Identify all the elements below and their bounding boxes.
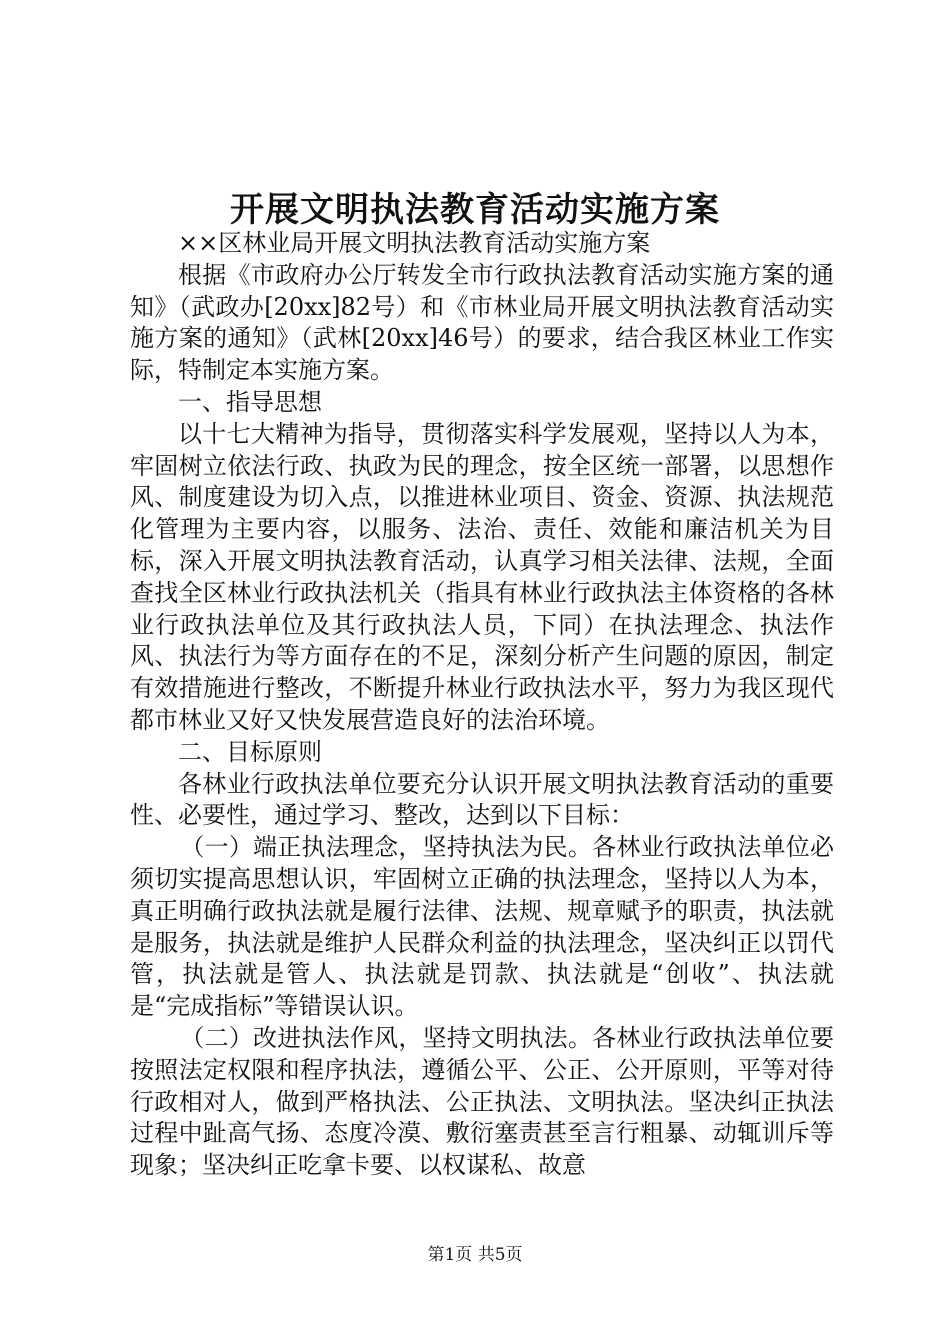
page-footer: 第1页 共5页 — [427, 1245, 523, 1265]
intro-paragraph: 根据《市政府办公厅转发全市行政执法教育活动实施方案的通知》（武政办[20xx]82号）和《市林业局开展文明执法教育活动实施方案的通知》（武林[20xx]46号）的要求，结合我区林业工作实际，特制定本实施方案。 — [130, 260, 834, 385]
section-heading-goals-principles: 二、目标原则 — [178, 737, 322, 766]
guiding-ideology-paragraph: 以十七大精神为指导，贯彻落实科学发展观，坚持以人为本，牢固树立依法行政、执政为民的理念，按全区统一部署，以思想作风、制度建设为切入点，以推进林业项目、资金、资源、执法规范化管理为主要内容，以服务、法治、责任、效能和廉洁机关为目标，深入开展文明执法教育活动，认真学习相关法律、法规，全面查找全区林业行政执法机关（指具有林业行政执法主体资格的各林业行政执法单位及其行政执法人员，下同）在执法理念、执法作风、执法行为等方面存在的不足，深刻分析产生问题的原因，制定有效措施进行整改，不断提升林业行政执法水平，努力为我区现代都市林业又好又快发展营造良好的法治环境。 — [130, 419, 834, 734]
goal-two-paragraph: （二）改进执法作风，坚持文明执法。各林业行政执法单位要按照法定权限和程序执法，遵循公平、公正、公开原则，平等对待行政相对人，做到严格执法、公正执法、文明执法。坚决纠正执法过程中趾高气扬、态度冷漠、敷衍塞责甚至言行粗暴、动辄训斥等现象；坚决纠正吃拿卡要、以权谋私、故意 — [130, 1023, 834, 1180]
document-title: 开展文明执法教育活动实施方案 — [230, 190, 720, 230]
section-heading-guiding-ideology: 一、指导思想 — [178, 387, 322, 416]
document-body — [130, 228, 834, 1182]
subtitle-paragraph: ××区林业局开展文明执法教育活动实施方案 — [178, 229, 651, 257]
goals-intro-paragraph: 各林业行政执法单位要充分认识开展文明执法教育活动的重要性、必要性，通过学习、整改，达到以下目标： — [130, 769, 834, 830]
goal-one-paragraph: （一）端正执法理念，坚持执法为民。各林业行政执法单位必须切实提高思想认识，牢固树立正确的执法理念，坚持以人为本，真正明确行政执法就是履行法律、法规、规章赋予的职责，执法就是服务，执法就是维护人民群众利益的执法理念，坚决纠正以罚代管，执法就是管人、执法就是罚款、执法就是“创收”、执法就是“完成指标”等错误认识。 — [130, 833, 834, 1021]
